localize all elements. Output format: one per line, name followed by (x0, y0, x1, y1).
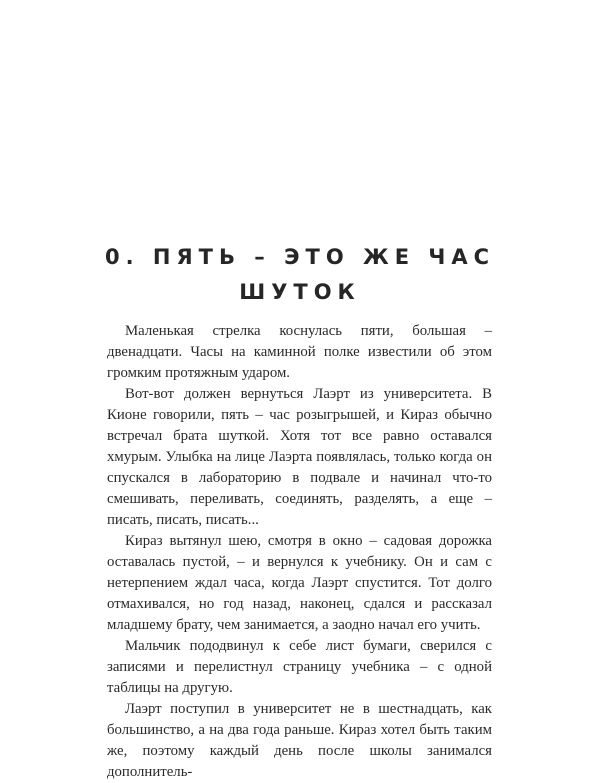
paragraph: Мальчик пододвинул к себе лист бумаги, сверился с записями и перелистнул страницу учебника – с одной таблицы на другую. (107, 638, 492, 696)
chapter-title-line-1: 0. ПЯТЬ – ЭТО ЖЕ ЧАС (105, 245, 495, 269)
chapter-body (107, 321, 492, 783)
paragraph: Вот-вот должен вернуться Лаэрт из университета. В Кионе говорили, пять – час розыгрышей, и Кираз обычно встречал брата шуткой. Хотя тот все равно оставался хмурым. Улыбка на лице Лаэрта появлялась, только когда он спускался в лабораторию в подвале и начинал что-то смешивать, переливать, соединять, разделять, а еще – писать, писать, писать... (107, 386, 492, 528)
paragraph: Кираз вытянул шею, смотря в окно – садовая дорожка оставалась пустой, – и вернулся к учебнику. Он и сам с нетерпением ждал часа, когда Лаэрт спустится. Тот долго отмахивался, но год назад, наконец, сдался и рассказал младшему брату, чем занимается, а заодно начал его учить. (107, 533, 492, 633)
paragraph: Маленькая стрелка коснулась пяти, большая – двенадцати. Часы на каминной полке известили об этом громким протяжным ударом. (107, 323, 492, 381)
chapter-title-line-2: ШУТОК (239, 280, 361, 304)
paragraph: Лаэрт поступил в университет не в шестнадцать, как большинство, а на два года раньше. Кираз хотел быть таким же, поэтому каждый день после школы занимался дополнитель- (107, 701, 492, 780)
chapter-title (80, 240, 520, 310)
